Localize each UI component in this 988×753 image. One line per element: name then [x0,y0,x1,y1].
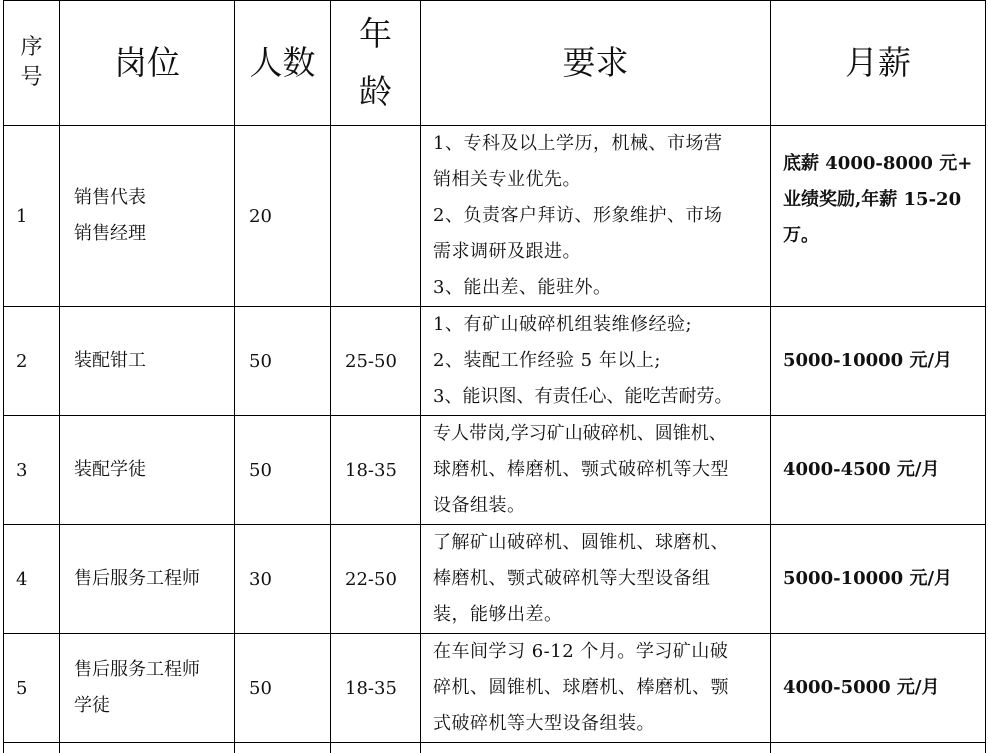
row-salary [771,634,986,743]
row-salary [771,525,986,634]
header-age [331,1,421,126]
position-line: 学徒 [74,688,234,724]
requirement-line: 式破碎机等大型设备组装。 [433,706,760,742]
salary-line: 底薪 4000-8000 元+ [783,146,977,182]
header-age-text: 年龄 [359,5,393,121]
row-index: 5 [4,634,60,743]
tail-cell [331,743,421,753]
row-salary [771,126,986,307]
header-index [4,1,60,126]
row-index: 2 [4,307,60,416]
requirement-line: 需求调研及跟进。 [433,234,760,270]
row-salary [771,416,986,525]
position-line: 销售代表 [74,180,234,216]
header-index-text: 序号 [20,33,44,93]
requirement-line: 碎机、圆锥机、球磨机、棒磨机、颚 [433,670,760,706]
position-line: 售后服务工程师 [74,652,234,688]
row-requirements [421,126,771,307]
row-position [60,634,235,743]
header-salary: 月薪 [771,1,986,126]
requirement-line: 1、专科及以上学历，机械、市场营 [433,126,760,162]
table-row [4,416,986,525]
requirement-line: 棒磨机、颚式破碎机等大型设备组 [433,561,760,597]
requirement-line: 专人带岗,学习矿山破碎机、圆锥机、 [433,416,760,452]
table-row [4,126,986,307]
position-line: 装配钳工 [74,343,234,379]
requirement-line: 1、有矿山破碎机组装维修经验; [433,307,760,343]
salary-line: 5000-10000 元/月 [783,343,977,379]
job-table [3,0,986,753]
row-age: 18-35 [331,634,421,743]
salary-line: 业绩奖励,年薪 15-20 [783,182,977,218]
row-count: 50 [235,634,331,743]
requirement-line: 在车间学习 6-12 个月。学习矿山破 [433,634,760,670]
row-requirements [421,634,771,743]
position-line: 销售经理 [74,216,234,252]
header-count: 人数 [235,1,331,126]
row-salary [771,307,986,416]
salary-line: 4000-5000 元/月 [783,670,977,706]
table-tail [4,743,986,753]
header-requirements: 要求 [421,1,771,126]
requirement-line: 2、负责客户拜访、形象维护、市场 [433,198,760,234]
requirement-line: 3、能出差、能驻外。 [433,270,760,306]
row-age: 25-50 [331,307,421,416]
requirement-line: 销相关专业优先。 [433,162,760,198]
header-position: 岗位 [60,1,235,126]
tail-cell [235,743,331,753]
position-line: 装配学徒 [74,452,234,488]
row-index: 1 [4,126,60,307]
requirement-line: 3、能识图、有责任心、能吃苦耐劳。 [433,379,760,415]
salary-line: 4000-4500 元/月 [783,452,977,488]
row-requirements [421,416,771,525]
requirement-line: 球磨机、棒磨机、颚式破碎机等大型 [433,452,760,488]
position-line: 售后服务工程师 [74,561,234,597]
row-count: 20 [235,126,331,307]
tail-cell [771,743,986,753]
salary-line: 5000-10000 元/月 [783,561,977,597]
row-age: 22-50 [331,525,421,634]
row-count: 50 [235,416,331,525]
row-age [331,126,421,307]
row-count: 30 [235,525,331,634]
tail-cell [60,743,235,753]
row-index: 3 [4,416,60,525]
salary-line: 万。 [783,218,977,254]
row-position [60,126,235,307]
table-row [4,525,986,634]
requirement-line: 装，能够出差。 [433,597,760,633]
tail-cell [421,743,771,753]
requirement-line: 2、装配工作经验 5 年以上; [433,343,760,379]
requirement-line: 了解矿山破碎机、圆锥机、球磨机、 [433,525,760,561]
table-row [4,307,986,416]
requirement-line: 设备组装。 [433,488,760,524]
row-position [60,525,235,634]
row-requirements [421,307,771,416]
header-row [4,1,986,126]
row-index: 4 [4,525,60,634]
table-row [4,634,986,743]
row-requirements [421,525,771,634]
row-age: 18-35 [331,416,421,525]
tail-cell [4,743,60,753]
row-position [60,416,235,525]
row-count: 50 [235,307,331,416]
row-position [60,307,235,416]
